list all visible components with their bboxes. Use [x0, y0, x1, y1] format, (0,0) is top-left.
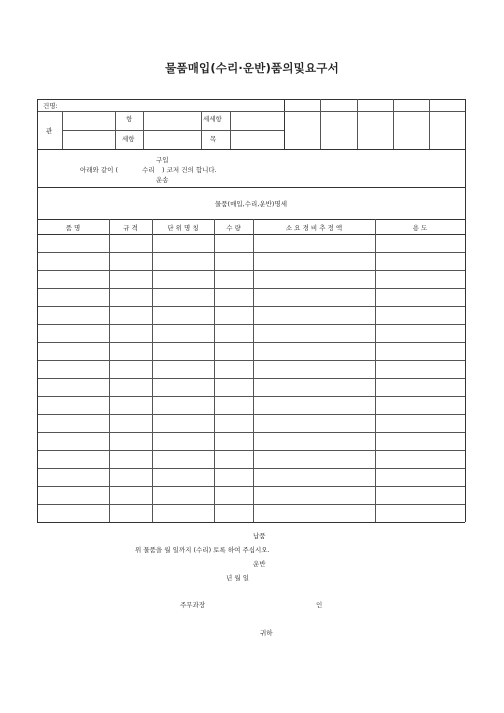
transport-label: 운반: [253, 560, 266, 568]
request-tail: ) 코저 건의 합니다.: [162, 166, 217, 174]
col-cost: 소 요 경 비 추 정 액: [285, 224, 343, 232]
option-purchase: 구입: [156, 156, 169, 164]
col-qty: 수 량: [226, 224, 241, 232]
request-lead: 아래와 같이 (: [80, 166, 119, 174]
col-unit: 단 위 명 칭: [167, 224, 199, 232]
subject-label: 건명:: [43, 102, 58, 110]
request-line: 위 물품을 월 일까지 (수리) 토록 하여 주십시오.: [135, 546, 270, 554]
hang-label: 항: [126, 115, 133, 123]
deliver-label: 납품: [253, 532, 266, 540]
option-repair: 수리: [142, 166, 155, 174]
col-use: 용 도: [412, 224, 428, 232]
mok-label: 목: [210, 135, 217, 143]
col-name: 품 명: [65, 224, 81, 232]
detail-title: 물품(매입,수리,운반)명세: [215, 200, 287, 208]
col-spec: 규 격: [123, 224, 138, 232]
gwan-label: 관: [46, 127, 53, 135]
option-transport: 운송: [156, 176, 169, 184]
document-title: 물품매입(수리·운반)품의및요구서: [165, 61, 339, 75]
manager-label: 주무과장: [180, 601, 206, 609]
seal-mark: 인: [316, 601, 323, 609]
sehang-label: 세항: [122, 135, 135, 143]
sesebhang-label: 세세항: [203, 115, 222, 123]
addressee-label: 귀하: [260, 629, 273, 637]
date-line: 년 월 일: [226, 574, 249, 582]
